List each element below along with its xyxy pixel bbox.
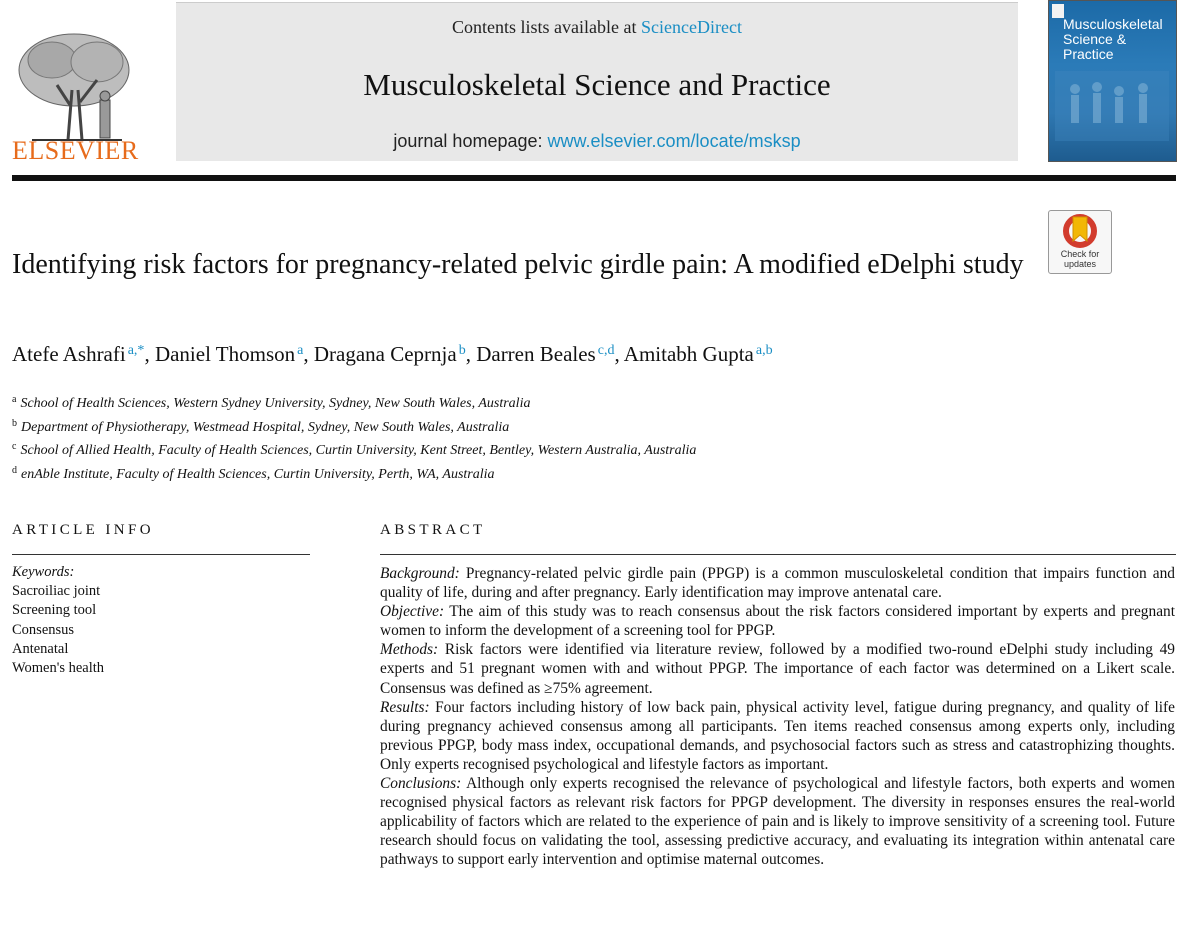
author-name[interactable]: Daniel Thomson	[154, 342, 296, 366]
author-affiliation-marker[interactable]: a	[297, 343, 304, 358]
abstract-heading: ABSTRACT	[380, 522, 486, 538]
abstract-body	[380, 564, 1175, 870]
abstract-results: Results: Four factors including history of low back pain, physical activity level, fatigue during pregnancy, and quality of life during pregnancy achieved consensus among all participants. Ten items reached consensus among experts only, including previous PPGP, body mass index, occupational demands, and psychosocial factors such as stress and catastrophizing thoughts. Only experts recognised psychological and lifestyle factors as important.	[380, 698, 1175, 773]
affiliation-item: $^a$ School of Health Sciences, Western Sydney University, Sydney, New South Wales, Australia	[12, 394, 531, 411]
cover-figures-image	[1055, 71, 1169, 141]
article-info-heading: ARTICLE INFO	[12, 522, 154, 538]
affiliation-item: $^c$ School of Allied Health, Faculty of Health Sciences, Curtin University, Kent Street, Bentley, Western Australia, Australia	[12, 441, 697, 458]
check-for-updates-badge[interactable]	[1048, 210, 1112, 274]
keywords-label: Keywords:	[12, 564, 75, 580]
keyword-item: Sacroiliac joint	[12, 583, 101, 600]
homepage-prefix: journal homepage:	[393, 131, 543, 151]
author-name[interactable]: Darren Beales	[476, 342, 596, 366]
header-rule	[12, 175, 1176, 181]
elsevier-wordmark: ELSEVIER	[12, 136, 139, 165]
author-name[interactable]: Amitabh Gupta	[623, 342, 754, 366]
cover-title: Musculoskeletal Science & Practice	[1063, 16, 1163, 62]
keyword-item: Women's health	[12, 660, 105, 677]
abstract-methods: Methods: Risk factors were identified via literature review, followed by a modified two-round eDelphi study including 49 experts and 51 pregnant women with and without PPGP. The importance of each factor was determined on a Likert scale. Consensus was defined as ≥75% agreement.	[380, 641, 1175, 697]
journal-banner	[176, 2, 1018, 161]
crossmark-label: Check for updates	[1060, 249, 1100, 269]
journal-title: Musculoskeletal Science and Practice	[363, 67, 831, 102]
affiliation-list	[12, 390, 696, 484]
abstract-objective: Objective: The aim of this study was to reach consensus about the risk factors considered important by experts and pregnant women to inform the development of a screening tool for PPGP.	[380, 603, 1175, 640]
article-title: Identifying risk factors for pregnancy-related pelvic girdle pain: A modified eDelphi study	[12, 249, 1024, 280]
article-info-rule	[12, 554, 310, 555]
author-name[interactable]: Dragana Ceprnja	[313, 342, 457, 366]
author-affiliation-marker[interactable]: c,d	[597, 343, 615, 358]
abstract-conclusions: Conclusions: Although only experts recognised the relevance of psychological and lifestyle factors, both experts and women recognised physical factors as relevant risk factors for PPGP development. The diversity in responses ensures the real-world applicability of factors which are related to the experience of pain and is likely to improve sensitivity of a screening tool. Future research should focus on validating the tool, assessing predictive accuracy, and evaluating its integration within antenatal care pathways to support early intervention and optimise maternal outcomes.	[380, 775, 1176, 869]
author-name[interactable]: Atefe Ashrafi	[12, 342, 126, 366]
contents-prefix: Contents lists available at	[452, 17, 637, 37]
author-list: Atefe Ashrafi $^{a,*}$, Daniel Thomson $^a$, Dragana Ceprnja $^b$, Darren Beales $^{c,d}$, Amitabh Gupta $^{a,b}$	[12, 342, 773, 366]
journal-homepage-line	[176, 131, 1018, 152]
journal-header	[12, 0, 1178, 172]
journal-cover[interactable]	[1048, 0, 1177, 162]
affiliation-item: $^d$ enAble Institute, Faculty of Health Sciences, Curtin University, Perth, WA, Australia	[12, 464, 495, 482]
author-affiliation-marker[interactable]: a,*	[127, 343, 145, 358]
abstract-background: Background: Pregnancy-related pelvic girdle pain (PPGP) is a common musculoskeletal condition that impairs function and quality of life, during and after pregnancy. Early identification may improve antenatal care.	[380, 565, 1175, 602]
abstract-rule	[380, 554, 1176, 555]
sciencedirect-link[interactable]: ScienceDirect	[641, 17, 742, 37]
author-affiliation-marker[interactable]: a,b	[755, 343, 773, 358]
affiliation-item: $^b$ Department of Physiotherapy, Westmead Hospital, Sydney, New South Wales, Australia	[12, 417, 510, 435]
author-affiliation-marker[interactable]: b	[458, 343, 466, 358]
keyword-item: Consensus	[12, 621, 75, 638]
keywords-block	[12, 563, 104, 678]
homepage-link[interactable]: www.elsevier.com/locate/msksp	[547, 131, 801, 151]
crossmark-icon	[1049, 211, 1111, 251]
keyword-item: Antenatal	[12, 640, 69, 657]
contents-line	[176, 17, 1018, 38]
keyword-item: Screening tool	[12, 602, 97, 619]
